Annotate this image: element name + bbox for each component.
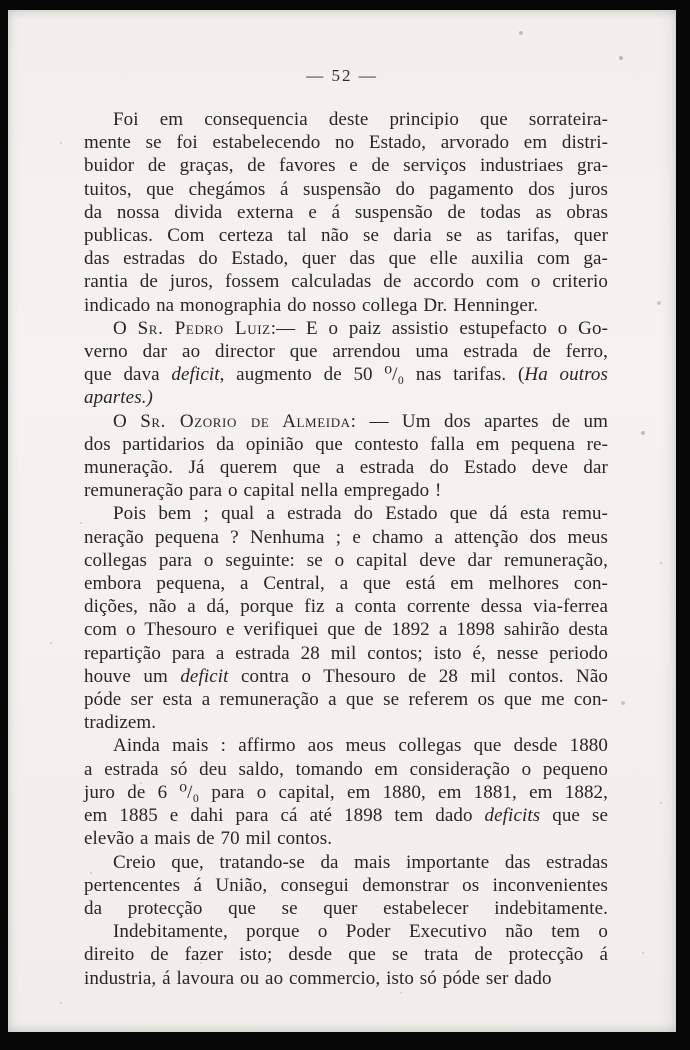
text-run: juro de 6 ⁰/₀ para o capital, em 1880, em 1881, em 1882, <box>84 781 608 803</box>
text-run: Creio que, tratando-se da mais importante das estradas <box>113 851 608 873</box>
text-line <box>84 874 608 897</box>
text-line <box>84 526 608 549</box>
text-run: Sr. Ozorio de Almeida <box>140 410 351 432</box>
text-line <box>84 433 608 456</box>
text-run: com o Thesouro e verifiquei que de 1892 a 1898 sahirão desta <box>84 619 608 641</box>
paragraph <box>84 108 608 317</box>
text-line <box>84 851 608 874</box>
text-line <box>84 131 608 154</box>
text-run: Pois bem ; qual a estrada do Estado que dá esta remu- <box>113 503 608 525</box>
text-run: repartição para a estrada 28 mil contos; isto é, nesse periodo <box>84 642 608 664</box>
text-run: direito de fazer isto; desde que se trata de protecção á <box>84 944 608 966</box>
text-line <box>84 479 608 502</box>
text-line <box>84 317 608 340</box>
text-run: Sr. Pedro Luiz <box>137 317 271 339</box>
paragraph <box>84 920 608 990</box>
text-run: dições, não a dá, porque fiz a conta corrente dessa via-ferrea <box>84 596 608 618</box>
paragraph <box>84 502 608 734</box>
text-run: houve um <box>84 665 181 687</box>
text-run: mente se foi estabelecendo no Estado, arvorado em distri- <box>84 132 608 154</box>
text-line <box>84 178 608 201</box>
text-run: pertencentes á União, consegui demonstrar os inconvenientes <box>84 874 608 896</box>
paragraph <box>84 851 608 921</box>
paragraph <box>84 734 608 850</box>
text-line <box>84 549 608 572</box>
text-run: em 1885 e dahi para cá até 1898 tem dado <box>84 805 485 827</box>
text-run: remuneração para o capital nella empregado ! <box>84 480 442 502</box>
text-line <box>84 340 608 363</box>
paragraph <box>84 410 608 503</box>
text-run: da protecção que se quer estabelecer indebitamente. <box>84 897 608 919</box>
text-run: que dava <box>84 364 172 386</box>
text-line <box>84 943 608 966</box>
text-run: O <box>113 410 141 432</box>
paragraph <box>84 317 608 410</box>
text-run: que se <box>540 805 608 827</box>
text-run: Indebitamente, porque o Poder Executivo não tem o <box>113 921 608 943</box>
text-line <box>84 804 608 827</box>
text-run: rantia de juros, fossem calculadas de accordo com o criterio <box>84 271 608 293</box>
text-run: publicas. Com certeza tal não se daria se as tarifas, quer <box>84 225 608 247</box>
scanned-page <box>8 10 676 1032</box>
text-line <box>84 967 608 990</box>
text-line <box>84 247 608 270</box>
text-line <box>84 827 608 850</box>
text-line <box>84 410 608 433</box>
text-run: :— E o paiz assistio estupefacto o Go- <box>270 317 609 339</box>
text-line <box>84 758 608 781</box>
text-run: embora pequena, a Central, a que está em melhores con- <box>84 573 608 595</box>
text-line <box>84 154 608 177</box>
text-run: Ainda mais : affirmo aos meus collegas que desde 1880 <box>113 735 608 757</box>
text-run: a estrada só deu saldo, tomando em consideração o pequeno <box>84 758 608 780</box>
text-run: O <box>113 317 138 339</box>
text-block <box>84 108 608 990</box>
text-run: tuitos, que chegámos á suspensão do pagamento dos juros <box>84 178 608 200</box>
text-line <box>84 572 608 595</box>
text-line <box>84 456 608 479</box>
text-run: da nossa divida externa e á suspensão de todas as obras <box>84 201 608 223</box>
text-line <box>84 201 608 224</box>
text-line <box>84 711 608 734</box>
text-line <box>84 270 608 293</box>
text-run: buidor de graças, de favores e de serviços industriaes gra- <box>84 155 608 177</box>
text-run: tradizem. <box>84 712 157 734</box>
text-line <box>84 665 608 688</box>
text-run: , augmento de 50 ⁰/₀ nas tarifas. ( <box>219 364 525 386</box>
text-line <box>84 734 608 757</box>
text-line <box>84 386 608 409</box>
text-line <box>84 224 608 247</box>
text-run: Foi em consequencia deste principio que sorrateira- <box>113 109 608 130</box>
text-run: collegas para o seguinte: se o capital deve dar remuneração, <box>84 549 608 571</box>
text-run: póde ser esta a remuneração a que se referem os que me con- <box>84 689 608 711</box>
text-run: deficits <box>484 805 541 827</box>
text-run: neração pequena ? Nenhuma ; e chamo a attenção dos meus <box>84 526 608 548</box>
text-run: das estradas do Estado, quer das que elle auxilia com ga- <box>84 248 608 270</box>
text-run: Ha outros <box>524 364 608 386</box>
scan-noise <box>8 10 10 12</box>
text-line <box>84 595 608 618</box>
text-line <box>84 363 608 386</box>
text-line <box>84 502 608 525</box>
text-run: muneração. Já querem que a estrada do Estado deve dar <box>84 457 608 479</box>
text-line <box>84 642 608 665</box>
text-run: deficit <box>180 665 229 687</box>
text-line <box>84 294 608 317</box>
text-run: deficit <box>171 364 220 386</box>
page-number: — 52 — <box>306 66 378 85</box>
text-run: verno dar ao director que arrendou uma estrada de ferro, <box>84 341 608 363</box>
text-line <box>84 688 608 711</box>
text-line <box>84 781 608 804</box>
text-line <box>84 618 608 641</box>
text-run: : — Um dos apartes de um <box>350 410 608 432</box>
text-line <box>84 897 608 920</box>
text-run: elevão a mais de 70 mil contos. <box>84 828 333 850</box>
text-run: apartes.) <box>84 387 153 409</box>
text-line <box>84 920 608 943</box>
text-run: dos partidarios da opinião que contesto falla em pequena re- <box>84 433 608 455</box>
text-run: indicado na monographia do nosso collega Dr. Henninger. <box>84 294 539 316</box>
text-line <box>84 108 608 131</box>
text-run: industria, á lavoura ou ao commercio, isto só póde ser dado <box>84 967 552 989</box>
text-run: contra o Thesouro de 28 mil contos. Não <box>228 665 608 687</box>
